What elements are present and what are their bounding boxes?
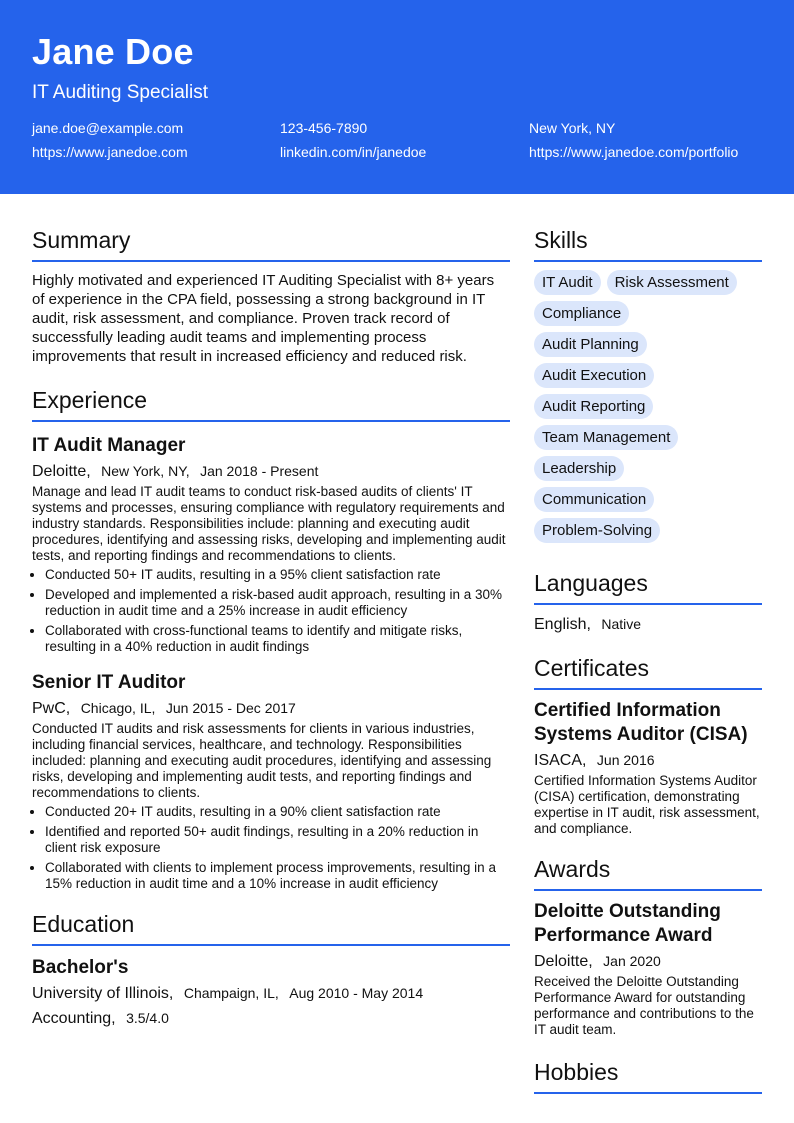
- linkedin-link[interactable]: linkedin.com/in/janedoe: [280, 144, 427, 160]
- job-dates: Jan 2018 - Present: [200, 463, 319, 479]
- award-date: Jan 2020: [603, 953, 661, 969]
- awards-section: [534, 855, 762, 1038]
- award-description: Received the Deloitte Outstanding Performance Award for outstanding performance and contributions to the IT audit team.: [534, 974, 754, 1037]
- job-meta: [32, 460, 510, 483]
- certificate-date: Jun 2016: [596, 752, 655, 768]
- job-description: Manage and lead IT audit teams to conduct risk-based audits of clients' IT systems and processes, ensuring compliance with regulatory requirements and industry standards. Responsibilities include: planning and executing audit procedures, identifying and assessing risks, developing and implementing audit tests, and reporting findings and recommendations to clients.: [32, 484, 506, 563]
- skill-chip: IT Audit: [534, 270, 601, 295]
- award-meta: [534, 950, 762, 973]
- hobbies-section: [534, 1058, 762, 1094]
- award-name: Deloitte Outstanding Performance Award: [534, 901, 721, 946]
- skill-chip: Compliance: [534, 301, 629, 326]
- contact-grid: [32, 120, 762, 160]
- education-dates: Aug 2010 - May 2014: [289, 985, 424, 1001]
- skills-row: [534, 270, 762, 301]
- school-name: University of Illinois,: [32, 985, 174, 1002]
- summary-heading: Summary: [32, 226, 510, 262]
- skills-list: [534, 270, 762, 549]
- award-issuer: Deloitte,: [534, 953, 593, 970]
- award-entry: [534, 900, 762, 1038]
- skill-chip: Audit Execution: [534, 363, 654, 388]
- certificate-issuer: ISACA,: [534, 752, 587, 769]
- certificate-meta: [534, 749, 762, 772]
- job-dates: Jun 2015 - Dec 2017: [165, 700, 296, 716]
- job-title: IT Audit Manager: [32, 435, 186, 456]
- languages-section: [534, 569, 762, 636]
- skill-chip: Problem-Solving: [534, 518, 660, 543]
- portfolio-link[interactable]: https://www.janedoe.com/portfolio: [529, 144, 739, 160]
- job-description: Conducted IT audits and risk assessments for clients in various industries, including financial services, healthcare, and technology. Responsibilities included: planning and executing audit procedures, identifying and assessing risks, developing and implementing audit tests, and reporting findings and recommendations to clients.: [32, 721, 492, 800]
- education-field-row: [32, 1007, 510, 1030]
- location-text: New York, NY: [529, 120, 616, 136]
- job-company: PwC,: [32, 700, 71, 717]
- job-achievements: [32, 567, 510, 655]
- achievement-item: • Conducted 50+ IT audits, resulting in a 95% client satisfaction rate: [45, 567, 510, 583]
- education-section: [32, 910, 510, 1030]
- main-column: [32, 194, 510, 1030]
- experience-section: [32, 386, 510, 892]
- languages-heading: Languages: [534, 569, 762, 605]
- email-link[interactable]: jane.doe@example.com: [32, 120, 184, 136]
- skill-chip: Leadership: [534, 456, 624, 481]
- summary-section: [32, 226, 510, 366]
- resume-header: [0, 0, 794, 194]
- job-company: Deloitte,: [32, 463, 91, 480]
- achievement-item: • Developed and implemented a risk-based audit approach, resulting in a 30% reduction in audit time and a 25% increase in audit efficiency: [45, 587, 510, 619]
- job-location: Chicago, IL,: [80, 700, 156, 716]
- candidate-name: Jane Doe: [32, 31, 194, 72]
- certificates-section: [534, 654, 762, 837]
- experience-heading: Experience: [32, 386, 510, 422]
- education-meta: [32, 982, 510, 1005]
- phone-text: 123-456-7890: [280, 120, 368, 136]
- achievement-item: • Identified and reported 50+ audit findings, resulting in a 20% reduction in client risk exposure: [45, 824, 510, 856]
- education-heading: Education: [32, 910, 510, 946]
- achievement-item: • Collaborated with cross-functional teams to identify and mitigate risks, resulting in a 40% reduction in audit findings: [45, 623, 510, 655]
- hobbies-heading: Hobbies: [534, 1058, 762, 1094]
- language-level: Native: [601, 616, 642, 632]
- skills-heading: Skills: [534, 226, 762, 262]
- skill-chip: Audit Planning: [534, 332, 647, 357]
- job-meta: [32, 697, 510, 720]
- certificates-heading: Certificates: [534, 654, 762, 690]
- education-entry: [32, 956, 510, 1030]
- achievement-item: • Conducted 20+ IT audits, resulting in a 90% client satisfaction rate: [45, 804, 510, 820]
- language-entry: [534, 613, 762, 636]
- candidate-role: IT Auditing Specialist: [32, 82, 209, 103]
- job-title: Senior IT Auditor: [32, 672, 186, 693]
- skill-chip: Risk Assessment: [607, 270, 737, 295]
- job-achievements: [32, 804, 510, 892]
- certificate-name: Certified Information Systems Auditor (CISA): [534, 700, 748, 745]
- skill-chip: Team Management: [534, 425, 678, 450]
- job-entry: [32, 434, 510, 655]
- language-name: English,: [534, 616, 591, 633]
- summary-text: Highly motivated and experienced IT Auditing Specialist with 8+ years of experience in the CPA field, possessing a strong background in IT audit, risk assessment, and compliance. Proven track record of successfully leading audit teams and implementing process improvements that result in increased efficiency and reduced risk.: [32, 272, 495, 365]
- job-entry: [32, 671, 510, 892]
- certificate-description: Certified Information Systems Auditor (CISA) certification, demonstrating expertise in IT audit, risk assessment, and compliance.: [534, 773, 760, 836]
- skills-section: [534, 226, 762, 549]
- field-of-study: Accounting,: [32, 1010, 116, 1027]
- website-link[interactable]: https://www.janedoe.com: [32, 144, 188, 160]
- degree-title: Bachelor's: [32, 957, 129, 978]
- gpa-value: 3.5/4.0: [126, 1010, 169, 1026]
- skill-chip: Communication: [534, 487, 654, 512]
- achievement-item: • Collaborated with clients to implement process improvements, resulting in a 15% reduction in audit time and a 10% increase in audit efficiency: [45, 860, 510, 892]
- job-location: New York, NY,: [101, 463, 190, 479]
- certificate-entry: [534, 699, 762, 837]
- school-location: Champaign, IL,: [183, 985, 279, 1001]
- skill-chip: Audit Reporting: [534, 394, 653, 419]
- awards-heading: Awards: [534, 855, 762, 891]
- side-column: [534, 194, 762, 1094]
